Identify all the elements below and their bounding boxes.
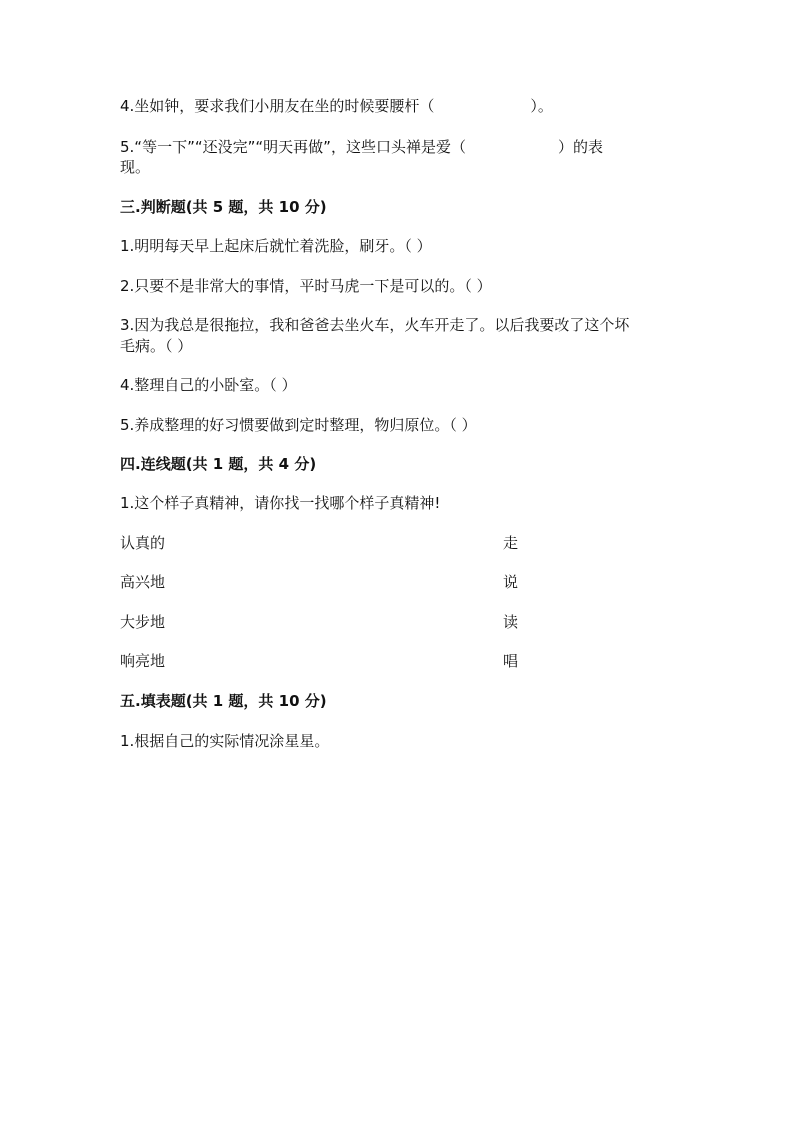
matching-right-item[interactable]: 读 [503, 613, 519, 631]
matching-left-item[interactable]: 大步地 [120, 613, 166, 631]
section-5-heading: 五.填表题(共 1 题，共 10 分) [120, 692, 327, 710]
fill-question-5-end: ）的表 [557, 138, 603, 156]
judge-question-4[interactable]: 4.整理自己的小卧室。（ ） [120, 376, 297, 394]
matching-left-item[interactable]: 响亮地 [120, 652, 166, 670]
section-3-heading: 三.判断题(共 5 题，共 10 分) [120, 198, 327, 216]
judge-question-5[interactable]: 5.养成整理的好习惯要做到定时整理，物归原位。（ ） [120, 416, 477, 434]
judge-question-2[interactable]: 2.只要不是非常大的事情，平时马虎一下是可以的。（ ） [120, 277, 492, 295]
matching-left-item[interactable]: 高兴地 [120, 573, 166, 591]
fill-question-5 [120, 137, 603, 157]
matching-question-1: 1.这个样子真精神，请你找一找哪个样子真精神! [120, 494, 441, 512]
judge-question-3-line-1[interactable]: 3.因为我总是很拖拉，我和爸爸去坐火车，火车开走了。以后我要改了这个坏 [120, 316, 630, 334]
table-question-1: 1.根据自己的实际情况涂星星。 [120, 732, 330, 750]
judge-question-1[interactable]: 1.明明每天早上起床后就忙着洗脸，刷牙。（ ） [120, 237, 432, 255]
matching-right-item[interactable]: 说 [503, 573, 519, 591]
fill-question-4 [120, 96, 553, 116]
matching-left-item[interactable]: 认真的 [120, 534, 166, 552]
section-4-heading: 四.连线题(共 1 题，共 4 分) [120, 455, 317, 473]
fill-question-4-end: ）。 [530, 97, 553, 115]
matching-right-item[interactable]: 唱 [503, 652, 519, 670]
fill-question-5-continuation: 现。 [120, 158, 151, 176]
fill-question-5-text: 5.“等一下”“还没完”“明天再做”，这些口头禅是爱（ [120, 138, 466, 156]
judge-question-3-line-2[interactable]: 毛病。（ ） [120, 337, 193, 355]
fill-question-4-text: 4.坐如钟，要求我们小朋友在坐的时候要腰杆（ [120, 97, 435, 115]
matching-right-item[interactable]: 走 [503, 534, 519, 552]
